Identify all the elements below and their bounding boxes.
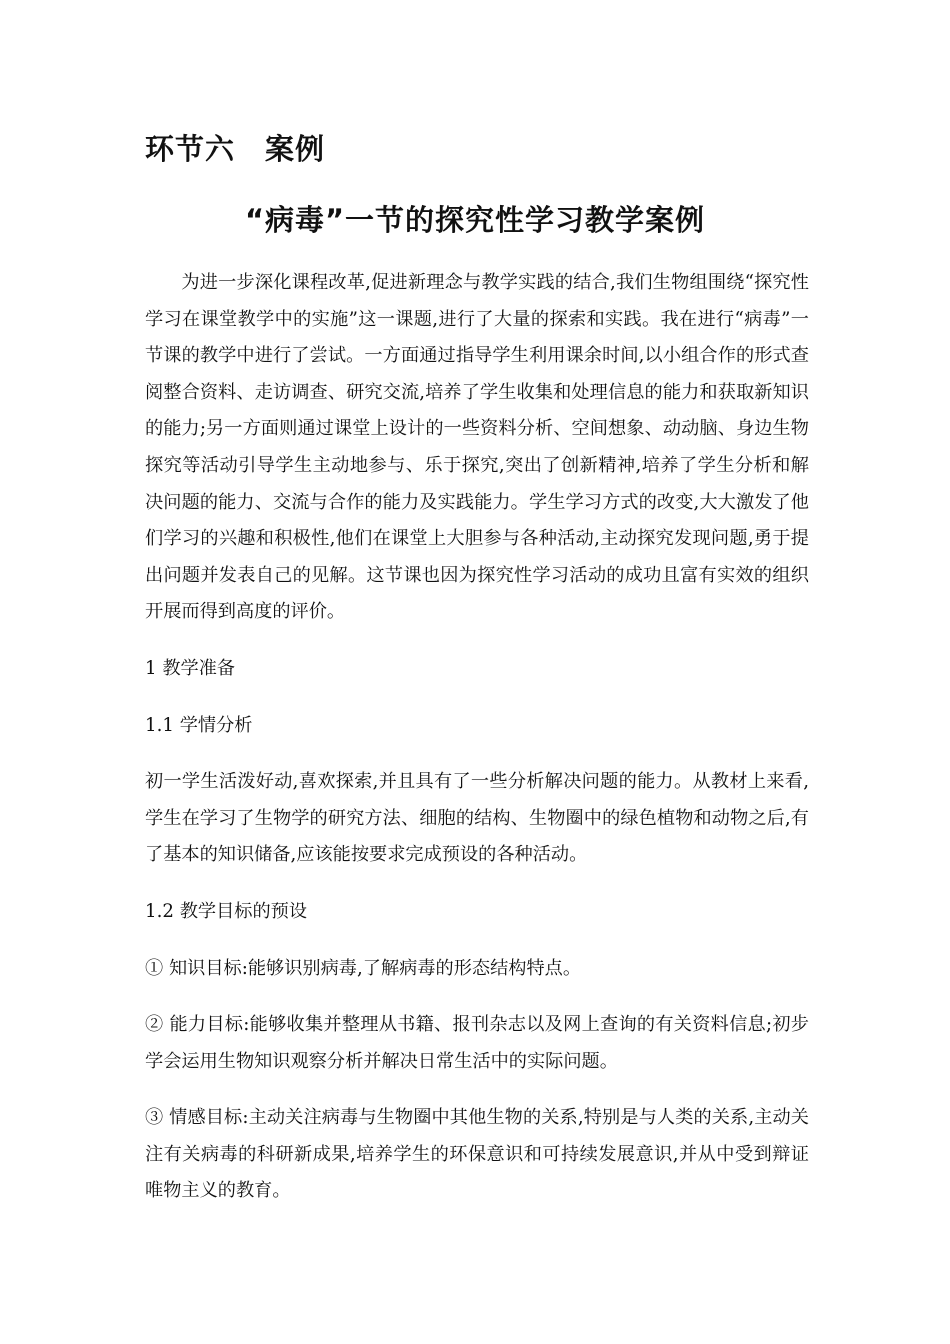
learner-analysis-paragraph: 初一学生活泼好动,喜欢探索,并且具有了一些分析解决问题的能力。从教材上来看,学生在学习了生物学的研究方法、细胞的结构、生物圈中的绿色植物和动物之后,有了基本的知识储备,应该能按要求完成预设的各种活动。: [145, 771, 809, 866]
subheading-learner-analysis: 1.1 学情分析: [145, 714, 253, 736]
section-heading: 环节六 案例: [145, 132, 326, 166]
goal-knowledge: ① 知识目标:能够识别病毒,了解病毒的形态结构特点。: [145, 957, 582, 979]
goal-emotion: ③ 情感目标:主动关注病毒与生物圈中其他生物的关系,特别是与人类的关系,主动关注有关病毒的科研新成果,培养学生的环保意识和可持续发展意识,并从中受到辩证唯物主义的教育。: [145, 1107, 809, 1202]
subheading-teaching-preparation: 1 教学准备: [145, 657, 236, 679]
intro-paragraph: 为进一步深化课程改革,促进新理念与教学实践的结合,我们生物组围绕“探究性学习在课堂教学中的实施”这一课题,进行了大量的探索和实践。我在进行“病毒”一节课的教学中进行了尝试。一方面通过指导学生利用课余时间,以小组合作的形式查阅整合资料、走访调查、研究交流,培养了学生收集和处理信息的能力和获取新知识的能力;另一方面则通过课堂上设计的一些资料分析、空间想象、动动脑、身边生物探究等活动引导学生主动地参与、乐于探究,突出了创新精神,培养了学生分析和解决问题的能力、交流与合作的能力及实践能力。学生学习方式的改变,大大激发了他们学习的兴趣和积极性,他们在课堂上大胆参与各种活动,主动探究发现问题,勇于提出问题并发表自己的见解。这节课也因为探究性学习活动的成功且富有实效的组织开展而得到高度的评价。: [145, 272, 809, 623]
goal-ability: ② 能力目标:能够收集并整理从书籍、报刊杂志以及网上查询的有关资料信息;初步学会运用生物知识观察分析并解决日常生活中的实际问题。: [145, 1014, 809, 1072]
document-title: “病毒”一节的探究性学习教学案例: [244, 203, 706, 237]
document-body: [145, 265, 809, 1230]
subheading-teaching-goals: 1.2 教学目标的预设: [145, 900, 308, 922]
